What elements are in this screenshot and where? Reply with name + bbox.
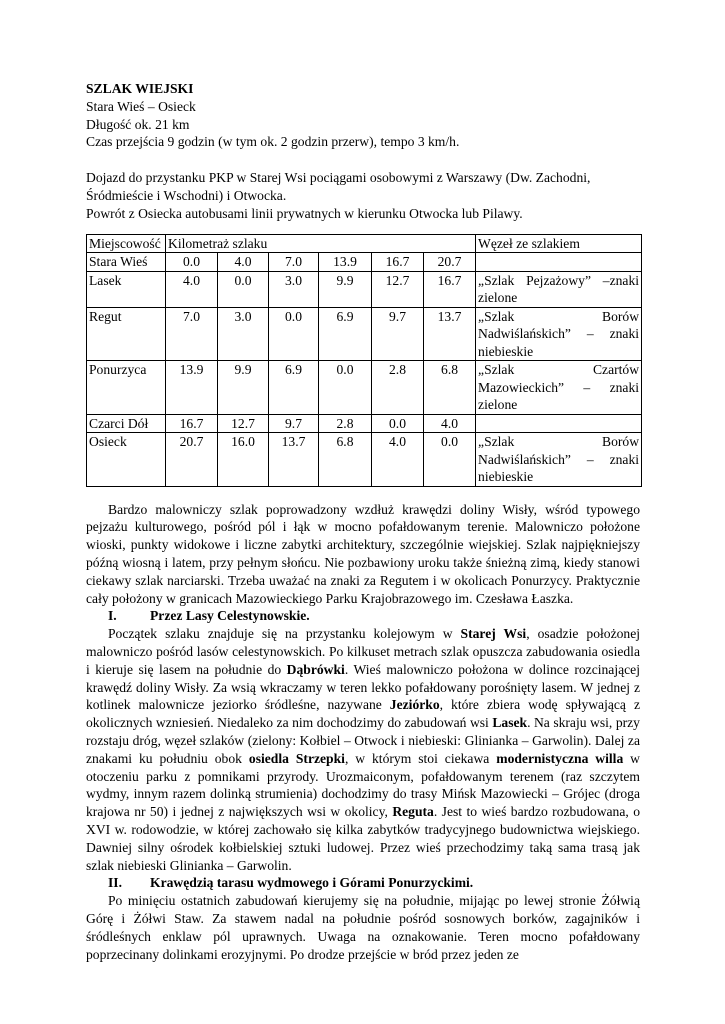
row-place: Regut <box>87 307 166 361</box>
row-km-value: 7.0 <box>269 253 319 272</box>
table-row <box>87 433 642 487</box>
table-row <box>87 414 642 433</box>
row-trail-node: „Szlak Borów Nadwiślańskich” – znaki niebieskie <box>476 307 642 361</box>
row-place: Stara Wieś <box>87 253 166 272</box>
row-km-value: 16.0 <box>218 433 269 487</box>
row-km-value: 6.8 <box>319 433 372 487</box>
row-km-value: 7.0 <box>166 307 218 361</box>
row-km-value: 16.7 <box>372 253 424 272</box>
place-regut: Reguta <box>392 804 434 820</box>
section-1-number: I. <box>108 608 117 624</box>
document-page <box>86 80 640 963</box>
section-2-title: Krawędzią tarasu wydmowego i Górami Ponurzyckimi. <box>150 875 474 891</box>
section-2-paragraph: Po minięciu ostatnich zabudowań kierujemy się na południe, mijając po lewej stronie Żółwią Górę i Żółwi Staw. Za stawem nadal na południe pośród sosnowych borków, zagajników i śródleśnych enklaw pól uprawnych. Uwaga na oznakowanie. Teren mocno pofałdowany poprzecinany dolinkami erozyjnymi. Po drodze przejście w bród przez jeden ze <box>86 893 640 962</box>
row-km-value: 0.0 <box>166 253 218 272</box>
row-km-value: 9.9 <box>319 271 372 307</box>
access-line-2: Śródmieście i Wschodni) i Otwocka. <box>86 187 287 203</box>
place-stara-wies: Starej Wsi <box>460 626 527 642</box>
row-km-value: 13.7 <box>424 307 476 361</box>
intro-paragraph: Bardzo malowniczy szlak poprowadzony wzdłuż krawędzi doliny Wisły, wśród typowego pejzażu kulturowego, pośród pól i łąk w mocno pofałdowanym terenie. Malowniczo położone wioski, punkty widokowe i liczne zabytki architektury, szczególnie wiejskiej. Szlak najpiękniejszy późną wiosną i latem, przy pełnym słońcu. Nie pozbawiony uroku także śnieżną zimą, kiedy stanowi ciekawy szlak narciarski. Trzeba uważać na znaki za Regutem i w okolicach Ponurzycy. Praktycznie cały położony w granicach Mazowieckiego Parku Krajobrazowego im. Czesława Łaszka. <box>86 501 640 606</box>
header-place: Miejscowość <box>87 234 166 253</box>
route-length: Długość ok. 21 km <box>86 116 190 132</box>
place-dabrowka: Dąbrówki <box>286 661 345 677</box>
row-km-value: 9.7 <box>372 307 424 361</box>
row-km-value: 2.8 <box>319 414 372 433</box>
row-km-value: 2.8 <box>372 361 424 415</box>
row-km-value: 13.9 <box>319 253 372 272</box>
place-strzepki: osiedla Strzepki <box>248 750 345 766</box>
modernist-villa: modernistyczna willa <box>496 750 624 766</box>
section-2-heading <box>86 874 640 892</box>
row-km-value: 16.7 <box>166 414 218 433</box>
row-km-value: 6.9 <box>269 361 319 415</box>
row-km-value: 4.0 <box>424 414 476 433</box>
route-endpoints: Stara Wieś – Osieck <box>86 98 196 114</box>
return-line: Powrót z Osiecka autobusami linii prywatnych w kierunku Otwocka lub Pilawy. <box>86 205 523 221</box>
row-km-value: 4.0 <box>166 271 218 307</box>
row-km-value: 9.7 <box>269 414 319 433</box>
row-km-value: 20.7 <box>166 433 218 487</box>
table-row <box>87 271 642 307</box>
row-trail-node <box>476 253 642 272</box>
table-row <box>87 307 642 361</box>
row-km-value: 13.7 <box>269 433 319 487</box>
place-jeziorko: Jeziórko <box>389 697 440 713</box>
row-km-value: 0.0 <box>372 414 424 433</box>
row-km-value: 9.9 <box>218 361 269 415</box>
row-km-value: 0.0 <box>269 307 319 361</box>
row-km-value: 6.9 <box>319 307 372 361</box>
row-place: Ponurzyca <box>87 361 166 415</box>
row-place: Czarci Dół <box>87 414 166 433</box>
row-km-value: 4.0 <box>372 433 424 487</box>
distance-table <box>86 234 642 487</box>
header-km: Kilometraż szlaku <box>166 234 476 253</box>
row-km-value: 0.0 <box>424 433 476 487</box>
section-1-paragraph: Początek szlaku znajduje się na przystanku kolejowym w Starej Wsi, osadzie położonej malowniczo pośród lasów celestynowskich. Po kilkuset metrach szlak opuszcza zabudowania osiedla i kieruje się lasem na południe do Dąbrówki. Wieś malowniczo położona w dolince rozcinającej krawędź doliny Wisły. Za wsią wkraczamy w teren lekko pofałdowany porośnięty lasem. W jednej z kotlinek malownicze jeziorko śródleśne, nazywane Jeziórko, które zbiera wodę spływającą z okolicznych wzniesień. Niedaleko za nim dochodzimy do zabudowań wsi Lasek. Na skraju wsi, przy rozstaju dróg, węzeł szlaków (zielony: Kołbiel – Otwock i niebieski: Glinianka – Garwolin). Dalej za znakami ku południu obok osiedla Strzepki, w którym stoi ciekawa modernistyczna willa w otoczeniu parku z pomnikami przyrody. Urozmaiconym, pofałdowanym terenem (raz szczytem wydmy, innym razem dolinką strumienia) dochodzimy do trasy Mińsk Mazowiecki – Grójec (droga krajowa nr 50) i jednej z największych wsi w okolicy, Reguta. Jest to wieś bardzo rozbudowana, o XVI w. rodowodzie, w której zachowało się kilka zabytków tradycyjnego budownictwa wiejskiego. Dawniej silny ośrodek kołbielskiej sztuki ludowej. Przez wieś przechodzimy taką sama trasą jak szlak niebieski Glinianka – Garwolin. <box>86 626 641 873</box>
row-km-value: 0.0 <box>319 361 372 415</box>
document-title: SZLAK WIEJSKI <box>86 81 194 96</box>
table-row <box>87 253 642 272</box>
row-km-value: 3.0 <box>218 307 269 361</box>
place-lasek: Lasek <box>492 715 528 731</box>
row-km-value: 6.8 <box>424 361 476 415</box>
row-km-value: 16.7 <box>424 271 476 307</box>
row-km-value: 0.0 <box>218 271 269 307</box>
row-trail-node: „Szlak Czartów Mazowieckich” – znaki zielone <box>476 361 642 415</box>
section-1-title: Przez Lasy Celestynowskie. <box>150 608 310 624</box>
row-km-value: 3.0 <box>269 271 319 307</box>
row-trail-node <box>476 414 642 433</box>
route-time: Czas przejścia 9 godzin (w tym ok. 2 godzin przerw), tempo 3 km/h. <box>86 134 460 150</box>
section-1-heading <box>86 607 640 625</box>
row-place: Lasek <box>87 271 166 307</box>
row-km-value: 20.7 <box>424 253 476 272</box>
table-row <box>87 361 642 415</box>
row-trail-node: „Szlak Borów Nadwiślańskich” – znaki niebieskie <box>476 433 642 487</box>
row-km-value: 4.0 <box>218 253 269 272</box>
row-place: Osieck <box>87 433 166 487</box>
row-km-value: 12.7 <box>372 271 424 307</box>
row-km-value: 12.7 <box>218 414 269 433</box>
table-header-row <box>87 234 642 253</box>
header-node: Węzeł ze szlakiem <box>476 234 642 253</box>
section-2-number: II. <box>108 875 122 891</box>
access-line-1: Dojazd do przystanku PKP w Starej Wsi pociągami osobowymi z Warszawy (Dw. Zachodni, <box>86 170 591 186</box>
row-trail-node: „Szlak Pejzażowy” –znaki zielone <box>476 271 642 307</box>
row-km-value: 13.9 <box>166 361 218 415</box>
